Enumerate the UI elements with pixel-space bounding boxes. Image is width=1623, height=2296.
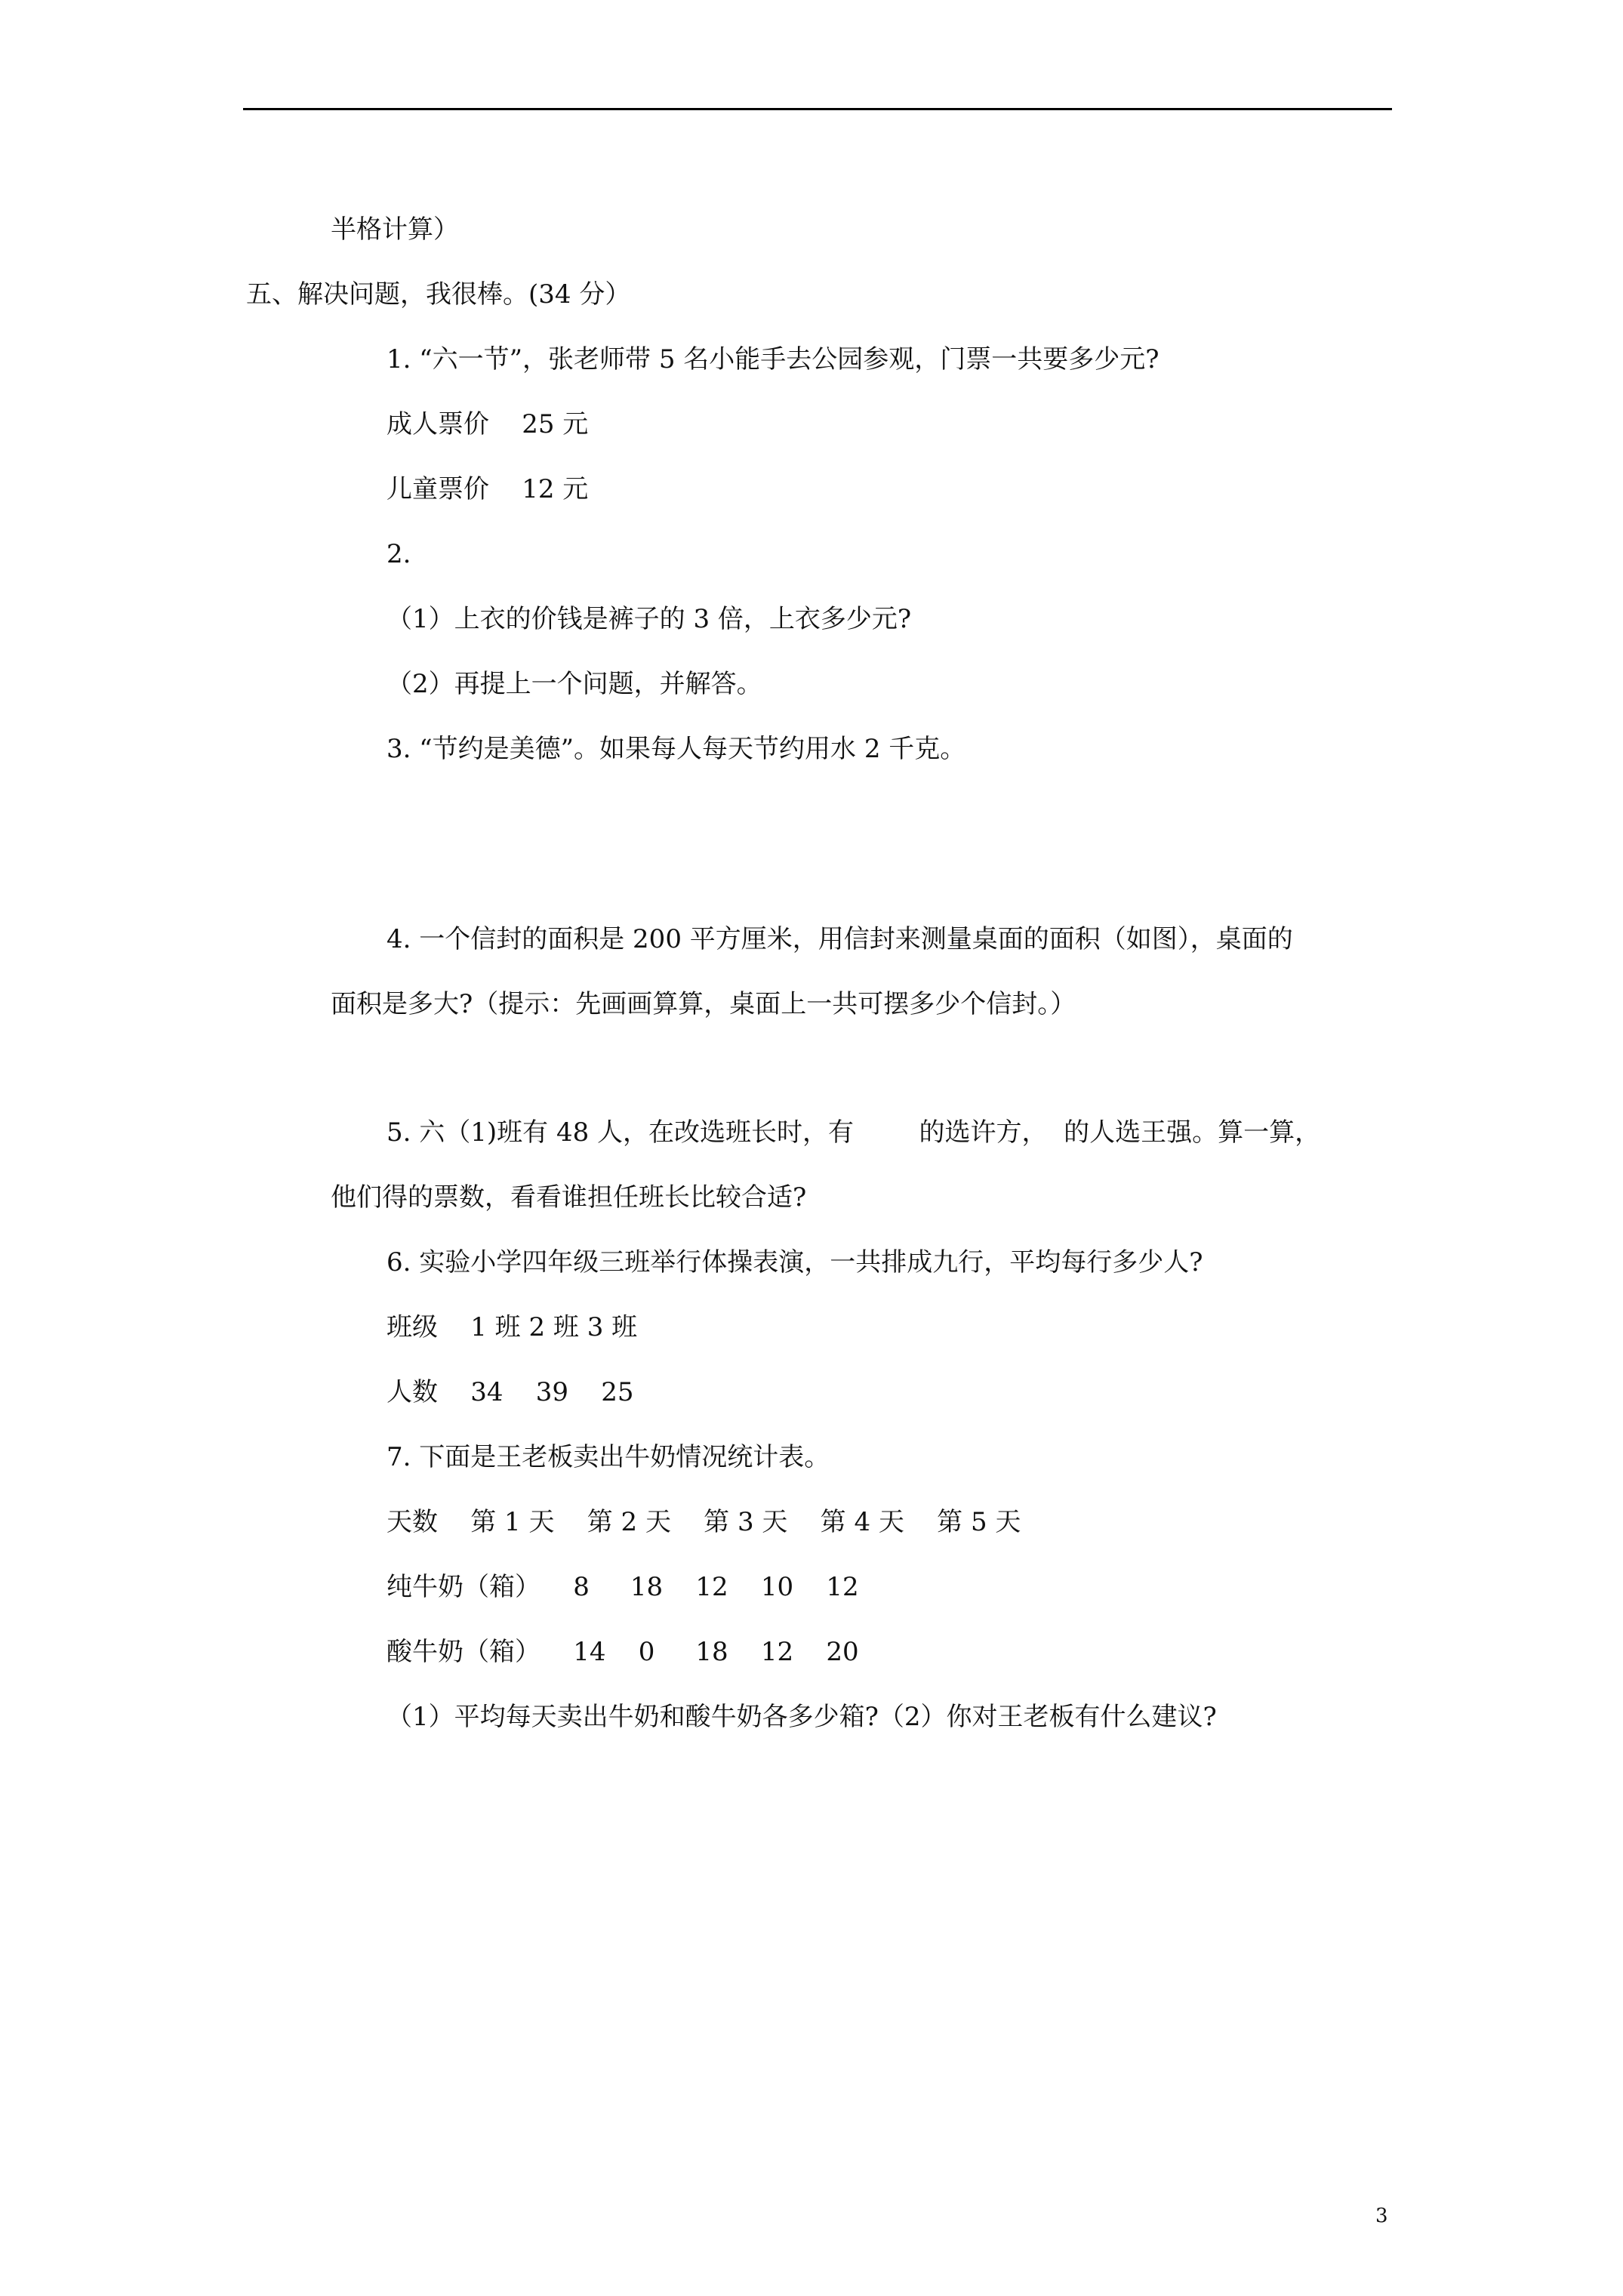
q6-row-class: 班级 1 班 2 班 3 班 — [387, 1312, 638, 1342]
section-title: 五、解决问题，我很棒。(34 分） — [246, 279, 631, 310]
q1-adult-price: 成人票价 25 元 — [387, 409, 589, 439]
continuation-text: 半格计算） — [331, 214, 459, 245]
q7-questions: （1）平均每天卖出牛奶和酸牛奶各多少箱?（2）你对王老板有什么建议? — [387, 1702, 1217, 1732]
q6-row-count: 人数 34 39 25 — [387, 1377, 634, 1407]
q6-text: 6. 实验小学四年级三班举行体操表演，一共排成九行，平均每行多少人? — [387, 1247, 1203, 1277]
q7-row-pure-milk: 纯牛奶（箱） 8 18 12 10 12 — [387, 1572, 859, 1602]
q3-text: 3. “节约是美德”。如果每人每天节约用水 2 千克。 — [387, 734, 966, 764]
q2-part1: （1）上衣的价钱是裤子的 3 倍，上衣多少元? — [387, 604, 912, 634]
q7-row-days: 天数 第 1 天 第 2 天 第 3 天 第 4 天 第 5 天 — [387, 1507, 1021, 1537]
q2-part2: （2）再提上一个问题，并解答。 — [387, 669, 762, 699]
q4-line2: 面积是多大?（提示：先画画算算，桌面上一共可摆多少个信封。） — [331, 989, 1076, 1019]
q1-text: 1. “六一节”，张老师带 5 名小能手去公园参观，门票一共要多少元? — [387, 344, 1160, 374]
q5-line2: 他们得的票数，看看谁担任班长比较合适? — [331, 1182, 807, 1213]
header-rule — [243, 108, 1392, 110]
q7-row-yogurt: 酸牛奶（箱） 14 0 18 12 20 — [387, 1637, 859, 1667]
q4-line1: 4. 一个信封的面积是 200 平方厘米，用信封来测量桌面的面积（如图），桌面的 — [387, 924, 1293, 954]
q7-text: 7. 下面是王老板卖出牛奶情况统计表。 — [387, 1442, 830, 1472]
q1-child-price: 儿童票价 12 元 — [387, 474, 589, 504]
q2-number: 2. — [387, 539, 411, 569]
q5-line1: 5. 六（1)班有 48 人，在改选班长时，有 的选许方， 的人选王强。算一算， — [387, 1117, 1321, 1148]
page-number: 3 — [1375, 2205, 1388, 2227]
